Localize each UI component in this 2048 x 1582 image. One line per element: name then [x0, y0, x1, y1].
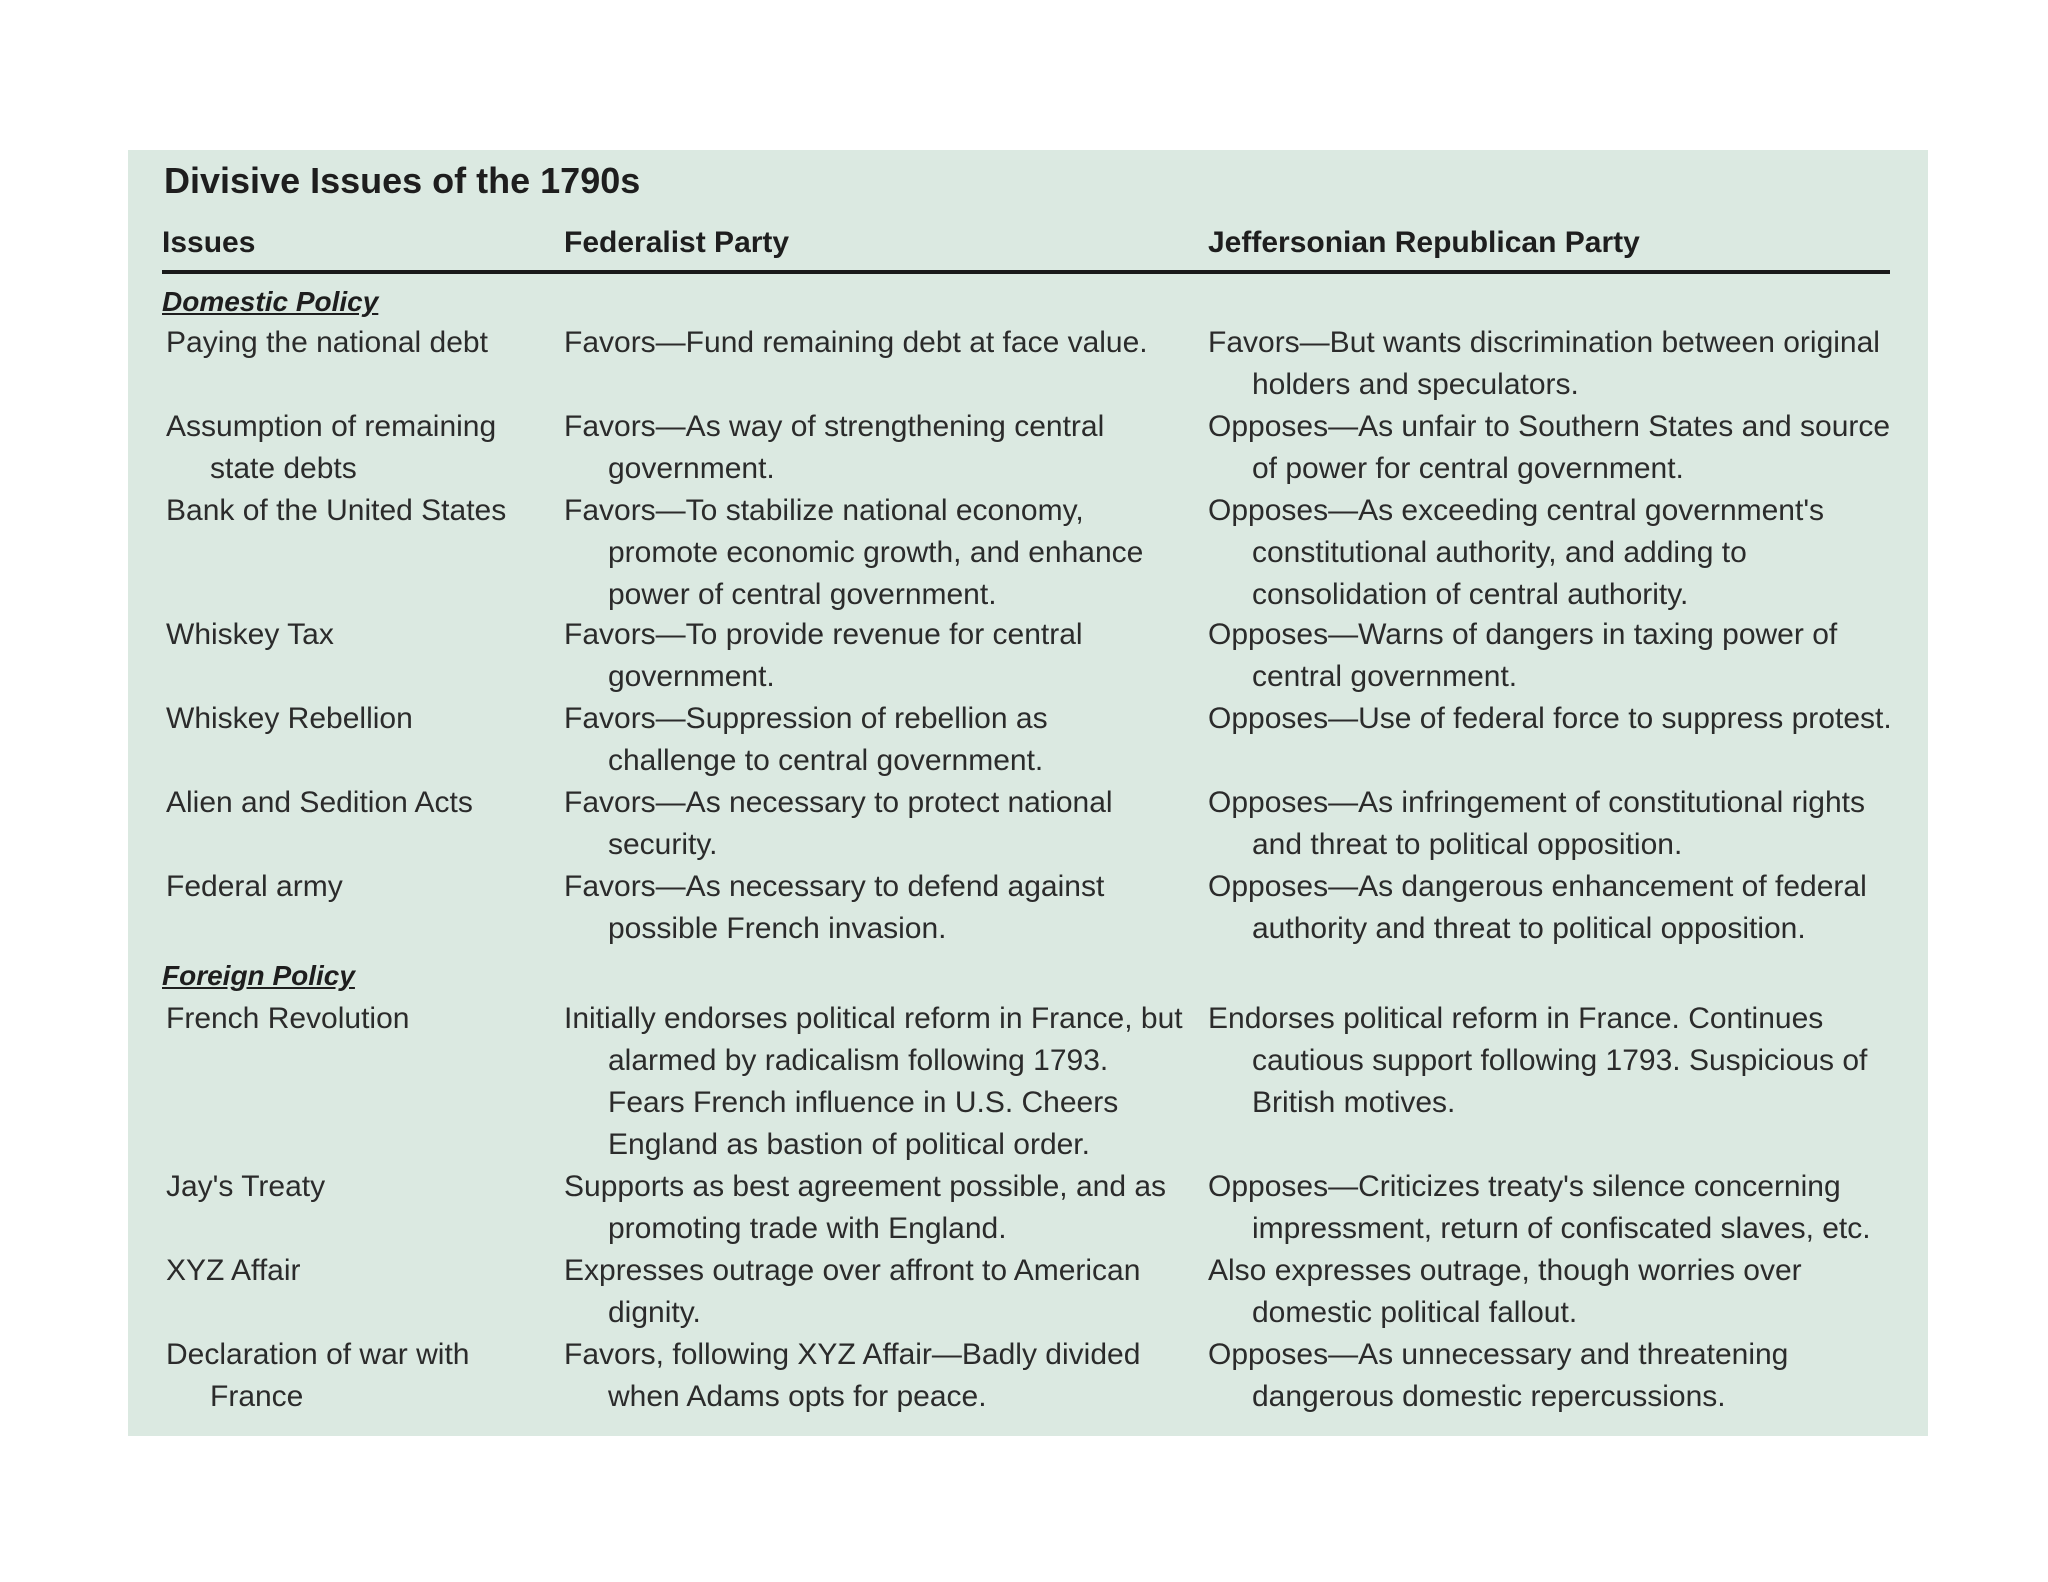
federalist-cell: Favors—To stabilize national economy, promote economic growth, and enhance power of central government. — [564, 494, 1144, 611]
federalist-cell: Favors—As way of strengthening central government. — [564, 410, 1105, 485]
issues-table-panel — [128, 150, 1928, 1436]
issue-cell: Jay's Treaty — [166, 1170, 326, 1203]
jeffersonian-cell: Opposes—As infringement of constitutional rights and threat to political opposition. — [1208, 786, 1865, 861]
issue-cell: Assumption of remaining state debts — [166, 410, 497, 485]
table-title: Divisive Issues of the 1790s — [164, 160, 641, 201]
column-header-federalist: Federalist Party — [564, 226, 790, 259]
issue-cell: Federal army — [166, 870, 343, 903]
issue-cell: Paying the national debt — [166, 326, 488, 359]
column-header-jeffersonian: Jeffersonian Republican Party — [1208, 226, 1640, 259]
column-header-issues: Issues — [162, 226, 256, 259]
federalist-cell: Favors—As necessary to defend against possible French invasion. — [564, 870, 1105, 945]
federalist-cell: Favors—To provide revenue for central government. — [564, 618, 1083, 693]
issue-cell: Declaration of war with France — [166, 1338, 470, 1413]
issue-cell: Bank of the United States — [166, 494, 507, 527]
issue-cell: Whiskey Tax — [166, 618, 334, 651]
federalist-cell: Supports as best agreement possible, and as promoting trade with England. — [564, 1170, 1167, 1245]
jeffersonian-cell: Endorses political reform in France. Continues cautious support following 1793. Suspicious of British motives. — [1208, 1002, 1868, 1119]
jeffersonian-cell: Opposes—Use of federal force to suppress protest. — [1208, 702, 1892, 735]
issue-cell: Whiskey Rebellion — [166, 702, 413, 735]
jeffersonian-cell: Opposes—As dangerous enhancement of federal authority and threat to political opposition. — [1208, 870, 1867, 945]
federalist-cell: Favors—Fund remaining debt at face value. — [564, 326, 1148, 359]
jeffersonian-cell: Opposes—Criticizes treaty's silence concerning impressment, return of confiscated slaves, etc. — [1208, 1170, 1871, 1245]
table-header — [162, 226, 1890, 274]
section-domestic-policy: Domestic Policy — [162, 286, 379, 317]
jeffersonian-cell: Opposes—As unnecessary and threatening dangerous domestic repercussions. — [1208, 1338, 1789, 1413]
jeffersonian-cell: Opposes—Warns of dangers in taxing power of central government. — [1208, 618, 1838, 693]
issue-cell: XYZ Affair — [166, 1254, 301, 1287]
federalist-cell: Favors—Suppression of rebellion as challenge to central government. — [564, 702, 1048, 777]
jeffersonian-cell: Opposes—As exceeding central government's constitutional authority, and adding to consolidation of central authority. — [1208, 494, 1825, 611]
federalist-cell: Favors—As necessary to protect national security. — [564, 786, 1113, 861]
federalist-cell: Favors, following XYZ Affair—Badly divided when Adams opts for peace. — [564, 1338, 1141, 1413]
jeffersonian-cell: Favors—But wants discrimination between original holders and speculators. — [1208, 326, 1880, 401]
jeffersonian-cell: Also expresses outrage, though worries over domestic political fallout. — [1208, 1254, 1802, 1329]
issue-cell: French Revolution — [166, 1002, 410, 1035]
federalist-cell: Expresses outrage over affront to American dignity. — [564, 1254, 1141, 1329]
jeffersonian-cell: Opposes—As unfair to Southern States and source of power for central government. — [1208, 410, 1891, 485]
issue-cell: Alien and Sedition Acts — [166, 786, 473, 819]
federalist-cell: Initially endorses political reform in France, but alarmed by radicalism following 1793. Fears French influence in U.S. Cheers England as bastion of political order. — [564, 1002, 1183, 1161]
section-foreign-policy: Foreign Policy — [162, 960, 355, 991]
